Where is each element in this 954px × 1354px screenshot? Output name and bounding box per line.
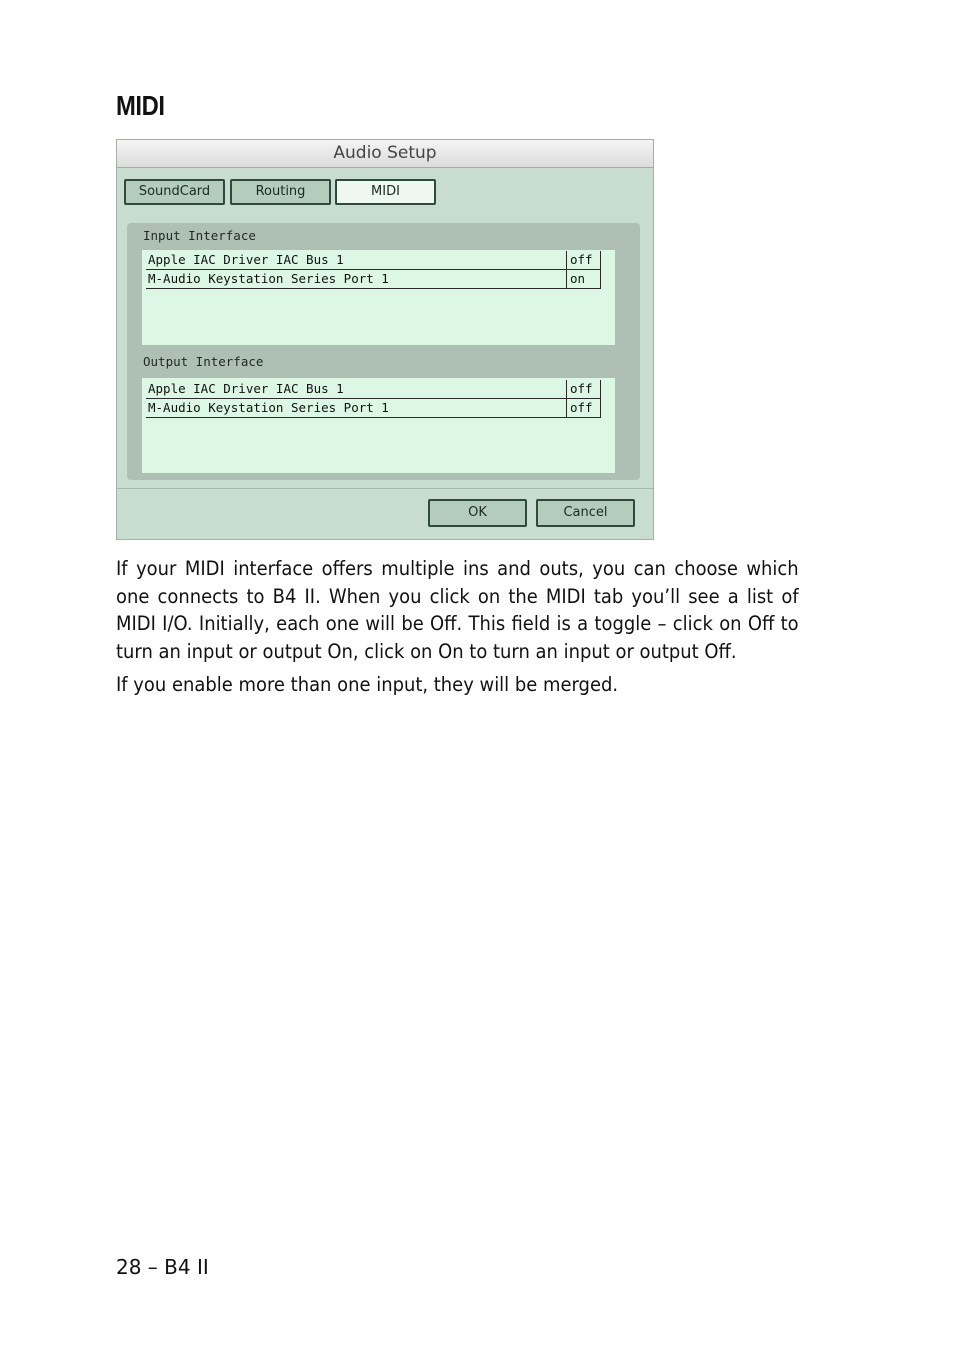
- output-device-name: M-Audio Keystation Series Port 1: [148, 400, 389, 415]
- body-paragraph: If your MIDI interface offers multiple ins and outs, you can choose which one connects to B4 II. When you click on the MIDI tab you’ll see a list of MIDI I/O. Initially, each one will be Off. This field is a toggle – click on Off to turn an input or output On, click on On to turn an input or output Off.: [116, 557, 799, 663]
- input-device-name: M-Audio Keystation Series Port 1: [148, 271, 389, 286]
- output-interface-list: [142, 378, 615, 473]
- input-row: [146, 251, 601, 270]
- output-toggle[interactable]: off: [566, 399, 601, 417]
- midi-panel: [127, 223, 640, 480]
- dialog-divider: [117, 488, 653, 489]
- section-heading: MIDI: [116, 90, 165, 121]
- input-toggle[interactable]: on: [566, 270, 601, 288]
- ok-button[interactable]: OK: [428, 499, 527, 527]
- output-toggle[interactable]: off: [566, 380, 601, 398]
- tab-soundcard[interactable]: SoundCard: [124, 179, 225, 205]
- input-interface-list: [142, 250, 615, 345]
- dialog-title: Audio Setup: [117, 140, 653, 168]
- tab-routing[interactable]: Routing: [230, 179, 331, 205]
- input-interface-label: Input Interface: [143, 228, 256, 243]
- output-row: [146, 380, 601, 399]
- input-device-name: Apple IAC Driver IAC Bus 1: [148, 252, 344, 267]
- tab-midi[interactable]: MIDI: [335, 179, 436, 205]
- page-footer: 28 – B4 II: [116, 1255, 209, 1279]
- output-device-name: Apple IAC Driver IAC Bus 1: [148, 381, 344, 396]
- input-row: [146, 270, 601, 289]
- input-toggle[interactable]: off: [566, 251, 601, 269]
- body-paragraph: If you enable more than one input, they will be merged.: [116, 673, 619, 696]
- cancel-button[interactable]: Cancel: [536, 499, 635, 527]
- output-row: [146, 399, 601, 418]
- audio-setup-dialog: [116, 139, 654, 540]
- output-interface-label: Output Interface: [143, 354, 264, 369]
